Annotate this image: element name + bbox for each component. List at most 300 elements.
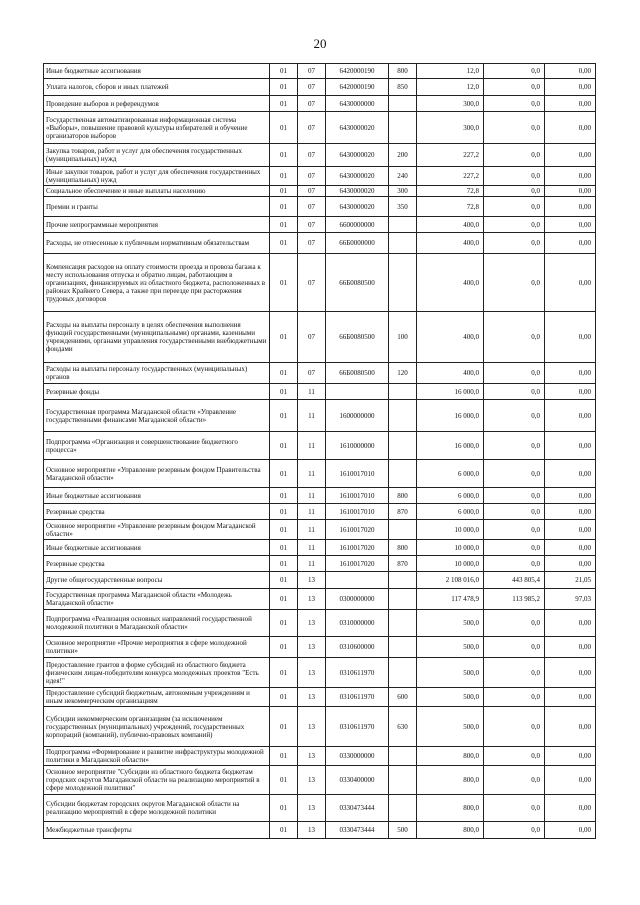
row-approved-amount-cell: 300,0 [417,112,484,144]
row-percent-cell: 0,00 [545,217,596,233]
table-row [44,460,596,488]
row-target-code-cell: 0310600000 [326,637,389,658]
row-executed-amount-cell: 0,0 [484,766,545,795]
row-executed-amount-cell: 0,0 [484,504,545,520]
row-executed-amount-cell: 0,0 [484,186,545,197]
row-expense-type-cell: 630 [389,707,417,747]
row-percent-cell: 0,00 [545,233,596,254]
row-percent-cell: 0,00 [545,488,596,504]
row-executed-amount-cell: 0,0 [484,254,545,312]
row-section-cell: 01 [270,312,298,363]
row-name-cell: Предоставление субсидий бюджетным, автономным учреждениям и иным некоммерческим организациям [44,688,270,707]
row-target-code-cell: 1610017010 [326,488,389,504]
row-section-cell: 01 [270,766,298,795]
row-subsection-cell: 13 [298,572,326,589]
row-percent-cell: 0,00 [545,64,596,79]
row-executed-amount-cell: 0,0 [484,556,545,572]
row-target-code-cell: 66Б0080500 [326,254,389,312]
row-target-code-cell: 6420000190 [326,64,389,79]
row-percent-cell: 0,00 [545,112,596,144]
row-approved-amount-cell: 300,0 [417,96,484,112]
row-percent-cell: 0,00 [545,637,596,658]
row-percent-cell: 21,05 [545,572,596,589]
row-section-cell: 01 [270,64,298,79]
row-approved-amount-cell: 500,0 [417,658,484,688]
row-subsection-cell: 07 [298,363,326,384]
row-target-code-cell: 0310000000 [326,610,389,637]
table-row [44,197,596,217]
row-percent-cell: 0,00 [545,363,596,384]
row-expense-type-cell: 800 [389,488,417,504]
row-section-cell: 01 [270,707,298,747]
row-approved-amount-cell: 800,0 [417,766,484,795]
row-subsection-cell: 07 [298,144,326,167]
row-expense-type-cell: 120 [389,363,417,384]
row-target-code-cell: 6420000190 [326,79,389,96]
row-expense-type-cell [389,572,417,589]
row-section-cell: 01 [270,688,298,707]
row-percent-cell: 0,00 [545,384,596,400]
table-row [44,79,596,96]
table-row [44,96,596,112]
row-section-cell: 01 [270,79,298,96]
row-approved-amount-cell: 400,0 [417,312,484,363]
row-section-cell: 01 [270,432,298,460]
row-subsection-cell: 13 [298,822,326,839]
row-approved-amount-cell: 800,0 [417,747,484,766]
row-subsection-cell: 11 [298,520,326,540]
row-name-cell: Государственная программа Магаданской области «Управление государственными финансами Магаданской области» [44,400,270,432]
row-percent-cell: 0,00 [545,766,596,795]
row-approved-amount-cell: 800,0 [417,795,484,822]
row-target-code-cell: 6600000000 [326,217,389,233]
row-executed-amount-cell: 0,0 [484,488,545,504]
row-executed-amount-cell: 0,0 [484,167,545,186]
row-percent-cell: 0,00 [545,658,596,688]
row-approved-amount-cell: 117 478,9 [417,589,484,610]
row-executed-amount-cell: 0,0 [484,233,545,254]
row-percent-cell: 0,00 [545,312,596,363]
table-row [44,488,596,504]
row-target-code-cell: 66Б0080500 [326,363,389,384]
row-expense-type-cell [389,112,417,144]
row-approved-amount-cell: 500,0 [417,637,484,658]
row-approved-amount-cell: 16 000,0 [417,384,484,400]
row-executed-amount-cell: 0,0 [484,707,545,747]
table-row [44,795,596,822]
row-approved-amount-cell: 400,0 [417,233,484,254]
row-target-code-cell: 6430000020 [326,112,389,144]
row-target-code-cell: 6430000020 [326,144,389,167]
row-executed-amount-cell: 0,0 [484,688,545,707]
table-row [44,312,596,363]
row-percent-cell: 0,00 [545,96,596,112]
row-subsection-cell: 07 [298,96,326,112]
row-target-code-cell: 0330400000 [326,766,389,795]
row-approved-amount-cell: 12,0 [417,79,484,96]
row-executed-amount-cell: 0,0 [484,64,545,79]
table-row [44,112,596,144]
row-subsection-cell: 07 [298,112,326,144]
row-executed-amount-cell: 0,0 [484,637,545,658]
row-subsection-cell: 11 [298,540,326,556]
row-executed-amount-cell: 0,0 [484,400,545,432]
row-approved-amount-cell: 6 000,0 [417,488,484,504]
row-expense-type-cell: 350 [389,197,417,217]
row-target-code-cell: 1610017020 [326,556,389,572]
row-section-cell: 01 [270,167,298,186]
row-subsection-cell: 13 [298,589,326,610]
row-percent-cell: 0,00 [545,79,596,96]
row-expense-type-cell [389,766,417,795]
row-subsection-cell: 13 [298,688,326,707]
row-approved-amount-cell: 16 000,0 [417,432,484,460]
row-percent-cell: 0,00 [545,197,596,217]
row-expense-type-cell [389,96,417,112]
row-name-cell: Основное мероприятие «Управление резервным фондом Правительства Магаданской области» [44,460,270,488]
row-approved-amount-cell: 227,2 [417,144,484,167]
row-subsection-cell: 13 [298,747,326,766]
row-name-cell: Подпрограмма «Реализация основных направлений государственной молодежной политики в Магаданской области» [44,610,270,637]
row-section-cell: 01 [270,572,298,589]
row-subsection-cell: 13 [298,610,326,637]
row-name-cell: Иные бюджетные ассигнования [44,64,270,79]
row-expense-type-cell [389,432,417,460]
row-approved-amount-cell: 400,0 [417,254,484,312]
row-name-cell: Предоставление грантов в форме субсидий из областного бюджета физическим лицам-победителям конкурса молодежных проектов "Есть идея!" [44,658,270,688]
row-approved-amount-cell: 500,0 [417,707,484,747]
row-approved-amount-cell: 6 000,0 [417,504,484,520]
row-target-code-cell: 6430000000 [326,96,389,112]
row-subsection-cell: 07 [298,217,326,233]
row-name-cell: Закупка товаров, работ и услуг для обеспечения государственных (муниципальных) нужд [44,144,270,167]
row-target-code-cell: 0300000000 [326,589,389,610]
row-expense-type-cell: 850 [389,79,417,96]
row-name-cell: Премии и гранты [44,197,270,217]
row-target-code-cell: 6430000020 [326,167,389,186]
row-expense-type-cell [389,460,417,488]
row-expense-type-cell: 240 [389,167,417,186]
budget-table-body [44,64,596,839]
row-section-cell: 01 [270,400,298,432]
row-name-cell: Иные бюджетные ассигнования [44,540,270,556]
table-row [44,432,596,460]
row-name-cell: Субсидии некоммерческим организациям (за исключением государственных (муниципальных) учреждений, государственных корпораций (компаний), публично-правовых компаний) [44,707,270,747]
row-subsection-cell: 13 [298,658,326,688]
row-subsection-cell: 07 [298,167,326,186]
row-section-cell: 01 [270,747,298,766]
row-section-cell: 01 [270,217,298,233]
row-approved-amount-cell: 2 108 016,0 [417,572,484,589]
row-executed-amount-cell: 0,0 [484,658,545,688]
table-row [44,64,596,79]
row-name-cell: Компенсация расходов на оплату стоимости проезда и провоза багажа к месту использования отпуска и обратно лицам, работающим в организациях, финансируемых из областного бюджета, расположенных в районах Крайнего Севера, а также при переезде при расторжения трудовых договоров [44,254,270,312]
row-percent-cell: 0,00 [545,822,596,839]
row-target-code-cell: 1600000000 [326,400,389,432]
row-executed-amount-cell: 0,0 [484,795,545,822]
row-executed-amount-cell: 0,0 [484,112,545,144]
row-expense-type-cell: 200 [389,144,417,167]
row-approved-amount-cell: 10 000,0 [417,556,484,572]
row-section-cell: 01 [270,112,298,144]
row-section-cell: 01 [270,589,298,610]
row-approved-amount-cell: 800,0 [417,822,484,839]
row-target-code-cell: 1610017020 [326,520,389,540]
row-name-cell: Подпрограмма «Организация и совершенствование бюджетного процесса» [44,432,270,460]
row-expense-type-cell [389,589,417,610]
row-section-cell: 01 [270,96,298,112]
table-row [44,504,596,520]
row-section-cell: 01 [270,610,298,637]
row-section-cell: 01 [270,186,298,197]
row-subsection-cell: 13 [298,707,326,747]
table-row [44,144,596,167]
row-percent-cell: 0,00 [545,556,596,572]
table-row [44,520,596,540]
row-name-cell: Иные закупки товаров, работ и услуг для обеспечения государственных (муниципальных) нужд [44,167,270,186]
row-executed-amount-cell: 443 805,4 [484,572,545,589]
row-target-code-cell [326,572,389,589]
table-row [44,400,596,432]
row-subsection-cell: 13 [298,795,326,822]
row-name-cell: Иные бюджетные ассигнования [44,488,270,504]
row-target-code-cell: 66Б0080500 [326,312,389,363]
row-subsection-cell: 11 [298,504,326,520]
row-target-code-cell: 6430000020 [326,197,389,217]
row-subsection-cell: 11 [298,432,326,460]
row-subsection-cell: 07 [298,186,326,197]
row-name-cell: Резервные средства [44,504,270,520]
row-section-cell: 01 [270,822,298,839]
row-expense-type-cell [389,658,417,688]
row-subsection-cell: 11 [298,400,326,432]
row-target-code-cell: 6430000020 [326,186,389,197]
row-name-cell: Межбюджетные трансферты [44,822,270,839]
row-expense-type-cell [389,610,417,637]
row-subsection-cell: 07 [298,254,326,312]
row-percent-cell: 0,00 [545,144,596,167]
row-percent-cell: 0,00 [545,795,596,822]
row-section-cell: 01 [270,197,298,217]
table-row [44,822,596,839]
row-name-cell: Субсидии бюджетам городских округов Магаданской области на реализацию мероприятий в сфере молодежной политики [44,795,270,822]
row-name-cell: Резервные фонды [44,384,270,400]
row-approved-amount-cell: 12,0 [417,64,484,79]
row-expense-type-cell [389,400,417,432]
row-percent-cell: 0,00 [545,400,596,432]
row-executed-amount-cell: 0,0 [484,96,545,112]
row-section-cell: 01 [270,254,298,312]
table-row [44,610,596,637]
row-approved-amount-cell: 400,0 [417,217,484,233]
table-row [44,707,596,747]
row-expense-type-cell: 870 [389,504,417,520]
row-section-cell: 01 [270,460,298,488]
row-approved-amount-cell: 72,8 [417,197,484,217]
row-name-cell: Резервные средства [44,556,270,572]
row-subsection-cell: 11 [298,556,326,572]
row-section-cell: 01 [270,144,298,167]
row-approved-amount-cell: 500,0 [417,610,484,637]
row-executed-amount-cell: 0,0 [484,363,545,384]
row-name-cell: Основное мероприятие «Прочие мероприятия в сфере молодежной политики» [44,637,270,658]
row-subsection-cell: 11 [298,460,326,488]
table-row [44,384,596,400]
row-expense-type-cell [389,747,417,766]
row-target-code-cell: 1610017010 [326,504,389,520]
row-expense-type-cell: 100 [389,312,417,363]
table-row [44,167,596,186]
table-row [44,556,596,572]
row-name-cell: Расходы на выплаты персоналу в целях обеспечения выполнения функций государственными (муниципальными) органами, казенными учреждениями, органами управления государственными внебюджетными фондами [44,312,270,363]
table-row [44,540,596,556]
row-subsection-cell: 11 [298,384,326,400]
row-section-cell: 01 [270,658,298,688]
row-name-cell: Подпрограмма «Формирование и развитие инфраструктуры молодежной политики в Магаданской области» [44,747,270,766]
row-executed-amount-cell: 0,0 [484,822,545,839]
row-percent-cell: 0,00 [545,432,596,460]
row-percent-cell: 0,00 [545,186,596,197]
row-subsection-cell: 07 [298,233,326,254]
row-target-code-cell: 0330473444 [326,795,389,822]
row-executed-amount-cell: 0,0 [484,460,545,488]
row-name-cell: Государственная автоматизированная информационная система «Выборы», повышение правовой культуры избирателей и обучение организаторов выборов [44,112,270,144]
page-number: 20 [313,36,327,51]
row-subsection-cell: 07 [298,64,326,79]
row-expense-type-cell: 800 [389,64,417,79]
row-approved-amount-cell: 10 000,0 [417,540,484,556]
row-percent-cell: 97,03 [545,589,596,610]
row-approved-amount-cell: 10 000,0 [417,520,484,540]
row-target-code-cell: 0310611970 [326,688,389,707]
table-row [44,637,596,658]
row-percent-cell: 0,00 [545,610,596,637]
row-expense-type-cell [389,795,417,822]
row-section-cell: 01 [270,488,298,504]
row-section-cell: 01 [270,795,298,822]
row-expense-type-cell [389,637,417,658]
row-percent-cell: 0,00 [545,254,596,312]
row-executed-amount-cell: 0,0 [484,520,545,540]
row-subsection-cell: 13 [298,766,326,795]
row-section-cell: 01 [270,556,298,572]
row-expense-type-cell [389,233,417,254]
row-name-cell: Уплата налогов, сборов и иных платежей [44,79,270,96]
row-approved-amount-cell: 500,0 [417,688,484,707]
row-percent-cell: 0,00 [545,707,596,747]
row-executed-amount-cell: 0,0 [484,144,545,167]
row-approved-amount-cell: 227,2 [417,167,484,186]
row-executed-amount-cell: 0,0 [484,217,545,233]
row-executed-amount-cell: 0,0 [484,540,545,556]
row-section-cell: 01 [270,504,298,520]
row-section-cell: 01 [270,540,298,556]
row-name-cell: Государственная программа Магаданской области «Молодежь Магаданской области» [44,589,270,610]
row-executed-amount-cell: 0,0 [484,432,545,460]
row-approved-amount-cell: 6 000,0 [417,460,484,488]
row-percent-cell: 0,00 [545,688,596,707]
row-target-code-cell: 1610017010 [326,460,389,488]
row-section-cell: 01 [270,384,298,400]
row-approved-amount-cell: 400,0 [417,363,484,384]
row-target-code-cell: 0310611970 [326,658,389,688]
row-section-cell: 01 [270,363,298,384]
row-expense-type-cell [389,254,417,312]
row-name-cell: Основное мероприятие «Управление резервным фондом Магаданской области» [44,520,270,540]
row-executed-amount-cell: 0,0 [484,197,545,217]
budget-table [43,63,596,839]
row-target-code-cell: 66Б0000000 [326,233,389,254]
row-expense-type-cell: 300 [389,186,417,197]
row-expense-type-cell: 600 [389,688,417,707]
row-executed-amount-cell: 0,0 [484,747,545,766]
table-row [44,572,596,589]
row-name-cell: Основное мероприятие "Субсидии из областного бюджета бюджетам городских округов Магаданской области на реализацию мероприятий в сфере молодежной политики" [44,766,270,795]
row-percent-cell: 0,00 [545,540,596,556]
row-section-cell: 01 [270,637,298,658]
row-percent-cell: 0,00 [545,460,596,488]
row-executed-amount-cell: 0,0 [484,312,545,363]
table-row [44,254,596,312]
row-target-code-cell [326,384,389,400]
table-row [44,186,596,197]
table-row [44,688,596,707]
table-row [44,747,596,766]
table-row [44,233,596,254]
table-row [44,766,596,795]
row-target-code-cell: 0310611970 [326,707,389,747]
row-executed-amount-cell: 0,0 [484,384,545,400]
row-target-code-cell: 1610017020 [326,540,389,556]
row-expense-type-cell [389,384,417,400]
row-name-cell: Расходы, не отнесенные к публичным нормативным обязательствам [44,233,270,254]
row-name-cell: Прочие непрограммные мероприятия [44,217,270,233]
row-percent-cell: 0,00 [545,520,596,540]
table-row [44,589,596,610]
row-executed-amount-cell: 113 985,2 [484,589,545,610]
row-subsection-cell: 13 [298,637,326,658]
row-name-cell: Другие общегосударственные вопросы [44,572,270,589]
row-section-cell: 01 [270,233,298,254]
row-name-cell: Социальное обеспечение и иные выплаты населению [44,186,270,197]
row-approved-amount-cell: 72,8 [417,186,484,197]
row-name-cell: Проведение выборов и референдумов [44,96,270,112]
row-target-code-cell: 0330000000 [326,747,389,766]
row-section-cell: 01 [270,520,298,540]
row-expense-type-cell [389,520,417,540]
row-percent-cell: 0,00 [545,747,596,766]
row-target-code-cell: 0330473444 [326,822,389,839]
row-executed-amount-cell: 0,0 [484,79,545,96]
row-expense-type-cell [389,217,417,233]
row-subsection-cell: 07 [298,312,326,363]
row-expense-type-cell: 800 [389,540,417,556]
row-executed-amount-cell: 0,0 [484,610,545,637]
row-name-cell: Расходы на выплаты персоналу государственных (муниципальных) органов [44,363,270,384]
row-expense-type-cell: 500 [389,822,417,839]
row-subsection-cell: 07 [298,79,326,96]
table-row [44,658,596,688]
table-row [44,363,596,384]
table-row [44,217,596,233]
row-expense-type-cell: 870 [389,556,417,572]
row-subsection-cell: 11 [298,488,326,504]
row-percent-cell: 0,00 [545,167,596,186]
row-approved-amount-cell: 16 000,0 [417,400,484,432]
row-target-code-cell: 1610000000 [326,432,389,460]
row-subsection-cell: 07 [298,197,326,217]
row-percent-cell: 0,00 [545,504,596,520]
